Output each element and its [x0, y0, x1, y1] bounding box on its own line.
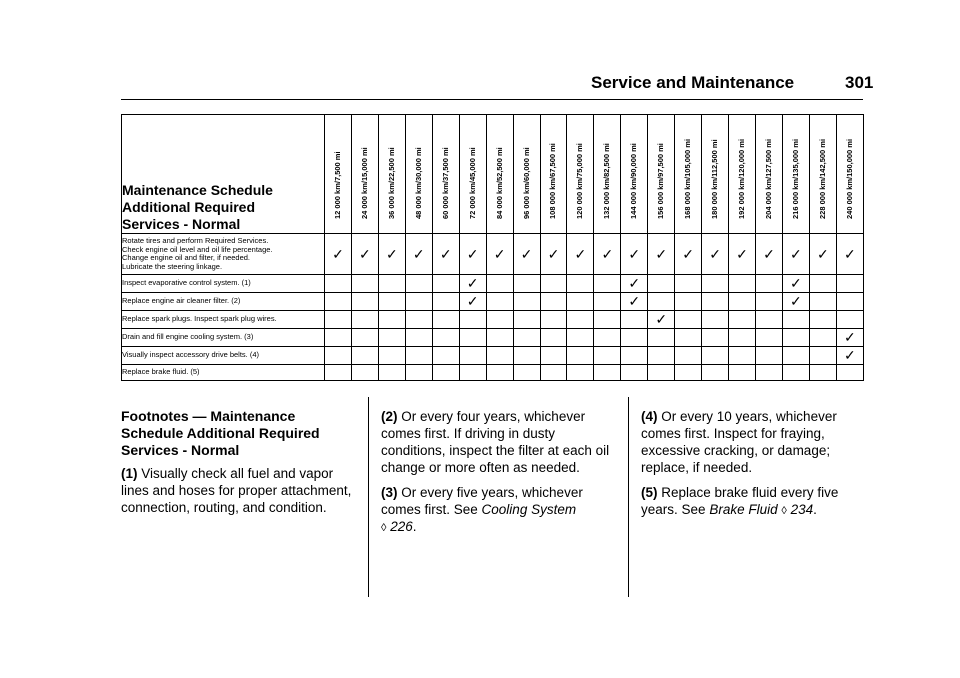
schedule-cell [378, 329, 405, 347]
schedule-cell [702, 347, 729, 365]
footnote-5 [641, 484, 863, 520]
page-reference[interactable]: 226 [390, 519, 413, 534]
schedule-cell [648, 311, 675, 329]
schedule-cell [351, 347, 378, 365]
schedule-cell [756, 275, 783, 293]
checkmark-icon: ✓ [628, 245, 641, 262]
schedule-cell [432, 275, 459, 293]
schedule-cell [351, 293, 378, 311]
page-reference[interactable]: 234 [790, 502, 814, 517]
schedule-cell [486, 365, 513, 381]
interval-header [648, 115, 675, 234]
schedule-cell [809, 365, 836, 381]
footnotes-heading [121, 408, 353, 459]
schedule-cell [702, 234, 729, 275]
schedule-cell [756, 234, 783, 275]
schedule-cell [513, 329, 540, 347]
task-line: Drain and fill engine cooling system. (3) [122, 332, 254, 342]
interval-header [378, 115, 405, 234]
task-line: Replace brake fluid. (5) [122, 367, 200, 377]
schedule-cell [540, 329, 567, 347]
interval-label: 84 000 km/52,500 mi [494, 147, 504, 219]
schedule-cell [405, 234, 432, 275]
schedule-cell [702, 365, 729, 381]
schedule-cell [675, 234, 702, 275]
schedule-cell [648, 293, 675, 311]
schedule-cell [459, 329, 486, 347]
schedule-cell [782, 365, 809, 381]
interval-label: 36 000 km/22,500 mi [386, 147, 396, 219]
schedule-cell [432, 293, 459, 311]
page-ref-icon: ◊ [781, 505, 787, 517]
interval-header [459, 115, 486, 234]
schedule-cell [378, 275, 405, 293]
footnotes-column-1 [121, 408, 353, 524]
schedule-cell [351, 275, 378, 293]
schedule-cell [432, 347, 459, 365]
table-row [122, 365, 864, 381]
checkmark-icon: ✓ [844, 329, 856, 345]
task-description [122, 275, 325, 293]
schedule-cell [648, 365, 675, 381]
task-line: Lubricate the steering linkage. [122, 261, 223, 271]
header-rule [121, 99, 863, 100]
schedule-cell [486, 275, 513, 293]
footnotes-heading-line: Footnotes — Maintenance [121, 408, 296, 424]
task-description [122, 347, 325, 365]
interval-label: 48 000 km/30,000 mi [413, 147, 423, 219]
table-header-row [122, 115, 864, 234]
interval-header [351, 115, 378, 234]
schedule-cell [594, 311, 621, 329]
schedule-cell [594, 293, 621, 311]
schedule-cell [513, 365, 540, 381]
interval-header [756, 115, 783, 234]
schedule-cell [756, 311, 783, 329]
schedule-title-line: Additional Required [122, 199, 255, 215]
table-row [122, 311, 864, 329]
task-line: Change engine oil and filter, if needed. [122, 253, 251, 262]
schedule-cell [432, 365, 459, 381]
schedule-cell [325, 329, 352, 347]
task-description [122, 293, 325, 311]
schedule-cell [621, 329, 648, 347]
schedule-cell [782, 329, 809, 347]
schedule-cell [378, 293, 405, 311]
schedule-cell [405, 275, 432, 293]
schedule-cell [567, 329, 594, 347]
interval-header [513, 115, 540, 234]
footnote-text: Or every four years, whichever comes first. If driving in dusty conditions, inspect the filter at each oil change or more often as needed. [381, 409, 610, 475]
schedule-title [122, 115, 325, 234]
checkmark-icon: ✓ [628, 275, 641, 291]
interval-label: 144 000 km/90,000 mi [629, 143, 639, 219]
table-row [122, 329, 864, 347]
footnote-3 [381, 484, 616, 537]
interval-header [675, 115, 702, 234]
checkmark-icon: ✓ [466, 245, 479, 262]
interval-header [729, 115, 756, 234]
schedule-cell [513, 311, 540, 329]
checkmark-icon: ✓ [385, 245, 398, 262]
checkmark-icon: ✓ [816, 245, 829, 262]
schedule-cell [405, 311, 432, 329]
checkmark-icon: ✓ [466, 293, 479, 309]
schedule-cell [540, 293, 567, 311]
checkmark-icon: ✓ [790, 245, 802, 262]
schedule-cell [567, 293, 594, 311]
schedule-cell [567, 234, 594, 275]
interval-label: 12 000 km/7,500 mi [332, 151, 342, 219]
footnotes-heading-line: Schedule Additional Required [121, 425, 320, 441]
schedule-cell [756, 329, 783, 347]
schedule-cell [540, 234, 567, 275]
schedule-cell [729, 275, 756, 293]
task-description [122, 329, 325, 347]
interval-label: 228 000 km/142,500 mi [817, 138, 827, 219]
task-description [122, 234, 325, 275]
schedule-cell [729, 311, 756, 329]
schedule-cell [513, 347, 540, 365]
schedule-cell [782, 347, 809, 365]
schedule-cell [836, 293, 863, 311]
checkmark-icon: ✓ [439, 245, 452, 262]
interval-label: 168 000 km/105,000 mi [683, 138, 693, 219]
footnote-number: (1) [121, 466, 138, 481]
schedule-cell [809, 293, 836, 311]
checkmark-icon: ✓ [332, 245, 344, 262]
footnote-2 [381, 408, 616, 476]
footnote-number: (2) [381, 409, 398, 424]
interval-header [540, 115, 567, 234]
schedule-cell [378, 311, 405, 329]
schedule-cell [432, 311, 459, 329]
maintenance-schedule-table [121, 114, 864, 381]
schedule-cell [836, 311, 863, 329]
schedule-cell [378, 234, 405, 275]
footnote-text: Or every five years, whichever comes first. See [381, 485, 583, 517]
schedule-cell [351, 311, 378, 329]
schedule-cell [486, 311, 513, 329]
checkmark-icon: ✓ [682, 245, 695, 262]
table-row [122, 234, 864, 275]
checkmark-icon: ✓ [412, 245, 425, 262]
footnote-end: . [412, 519, 417, 534]
schedule-cell [809, 329, 836, 347]
schedule-cell [378, 365, 405, 381]
table-row [122, 347, 864, 365]
task-line: Replace spark plugs. Inspect spark plug wires. [122, 314, 277, 324]
task-line: Replace engine air cleaner filter. (2) [122, 296, 241, 306]
schedule-cell [405, 365, 432, 381]
schedule-cell [648, 329, 675, 347]
schedule-cell [540, 347, 567, 365]
schedule-cell [675, 329, 702, 347]
schedule-cell [405, 347, 432, 365]
schedule-cell [756, 347, 783, 365]
schedule-cell [675, 347, 702, 365]
schedule-cell [325, 365, 352, 381]
interval-label: 24 000 km/15,000 mi [359, 147, 369, 219]
interval-label: 216 000 km/135,000 mi [790, 138, 800, 219]
schedule-cell [594, 234, 621, 275]
schedule-cell [836, 329, 863, 347]
schedule-cell [648, 234, 675, 275]
checkmark-icon: ✓ [844, 347, 856, 363]
task-line: Inspect evaporative control system. (1) [122, 278, 251, 288]
schedule-cell [594, 365, 621, 381]
schedule-cell [405, 293, 432, 311]
schedule-cell [756, 365, 783, 381]
schedule-cell [513, 275, 540, 293]
schedule-cell [729, 365, 756, 381]
schedule-cell [351, 365, 378, 381]
schedule-cell [567, 275, 594, 293]
schedule-cell [729, 293, 756, 311]
checkmark-icon: ✓ [520, 245, 533, 262]
footnote-number: (3) [381, 485, 398, 500]
interval-header [486, 115, 513, 234]
footnote-number: (4) [641, 409, 658, 424]
interval-label: 192 000 km/120,000 mi [737, 138, 747, 219]
interval-header [432, 115, 459, 234]
schedule-cell [594, 275, 621, 293]
schedule-cell [325, 275, 352, 293]
schedule-cell [675, 311, 702, 329]
schedule-cell [325, 311, 352, 329]
schedule-cell [513, 234, 540, 275]
footnote-4 [641, 408, 863, 476]
task-description [122, 365, 325, 381]
checkmark-icon: ✓ [359, 245, 371, 262]
footnote-number: (5) [641, 485, 658, 500]
schedule-cell [621, 234, 648, 275]
interval-header [782, 115, 809, 234]
footnotes-heading-line: Services - Normal [121, 442, 240, 458]
schedule-cell [729, 234, 756, 275]
schedule-cell [459, 311, 486, 329]
interval-header [621, 115, 648, 234]
schedule-cell [836, 234, 863, 275]
schedule-cell [621, 293, 648, 311]
interval-header [594, 115, 621, 234]
schedule-cell [351, 329, 378, 347]
interval-header [809, 115, 836, 234]
schedule-cell [459, 347, 486, 365]
schedule-cell [836, 275, 863, 293]
checkmark-icon: ✓ [763, 245, 775, 262]
schedule-cell [809, 311, 836, 329]
schedule-cell [729, 329, 756, 347]
interval-label: 156 000 km/97,500 mi [656, 143, 666, 219]
interval-label: 120 000 km/75,000 mi [575, 143, 585, 219]
page-number: 301 [845, 73, 874, 92]
checkmark-icon: ✓ [844, 245, 856, 262]
checkmark-icon: ✓ [655, 311, 668, 327]
footnotes-column-3 [641, 408, 863, 528]
schedule-title-line: Services - Normal [122, 216, 241, 232]
schedule-cell [432, 329, 459, 347]
schedule-cell [486, 329, 513, 347]
schedule-cell [836, 365, 863, 381]
section-title: Service and Maintenance [591, 73, 795, 92]
schedule-cell [702, 329, 729, 347]
checkmark-icon: ✓ [628, 293, 641, 309]
interval-header [836, 115, 863, 234]
schedule-cell [621, 347, 648, 365]
column-divider [368, 397, 369, 597]
schedule-cell [486, 293, 513, 311]
checkmark-icon: ✓ [790, 293, 802, 309]
task-line: Rotate tires and perform Required Services. [122, 236, 269, 245]
footnote-text: Visually check all fuel and vapor lines and hoses for proper attachment, connection, routing, and condition. [121, 466, 352, 515]
checkmark-icon: ✓ [736, 245, 748, 262]
schedule-cell [809, 347, 836, 365]
schedule-cell [809, 275, 836, 293]
interval-label: 132 000 km/82,500 mi [602, 143, 612, 219]
cross-reference-link[interactable]: Cooling System [481, 502, 577, 517]
schedule-cell [782, 234, 809, 275]
schedule-cell [621, 311, 648, 329]
checkmark-icon: ✓ [790, 275, 802, 291]
schedule-cell [540, 275, 567, 293]
schedule-cell [594, 329, 621, 347]
footnote-end: . [813, 502, 817, 517]
schedule-cell [782, 293, 809, 311]
checkmark-icon: ✓ [493, 245, 506, 262]
schedule-cell [540, 365, 567, 381]
schedule-cell [459, 275, 486, 293]
schedule-cell [486, 234, 513, 275]
checkmark-icon: ✓ [547, 245, 560, 262]
schedule-cell [567, 347, 594, 365]
schedule-cell [782, 311, 809, 329]
schedule-cell [325, 347, 352, 365]
footnote-text: Or every 10 years, whichever comes first. Inspect for fraying, excessive cracking, or damage; replace, if needed. [641, 409, 837, 475]
interval-header [702, 115, 729, 234]
schedule-cell [459, 293, 486, 311]
schedule-cell [702, 275, 729, 293]
interval-header [567, 115, 594, 234]
interval-header [325, 115, 352, 234]
interval-label: 96 000 km/60,000 mi [521, 147, 531, 219]
schedule-cell [459, 365, 486, 381]
schedule-cell [621, 365, 648, 381]
footnote-1 [121, 465, 353, 516]
schedule-cell [836, 347, 863, 365]
table-row [122, 275, 864, 293]
schedule-cell [567, 311, 594, 329]
interval-label: 60 000 km/37,500 mi [440, 147, 450, 219]
schedule-cell [540, 311, 567, 329]
checkmark-icon: ✓ [655, 245, 668, 262]
page-ref-icon: ◊ [381, 522, 387, 534]
interval-label: 240 000 km/150,000 mi [844, 138, 854, 219]
checkmark-icon: ✓ [574, 245, 587, 262]
interval-label: 72 000 km/45,000 mi [467, 147, 477, 219]
schedule-cell [378, 347, 405, 365]
schedule-cell [675, 275, 702, 293]
schedule-cell [432, 234, 459, 275]
cross-reference-link[interactable]: Brake Fluid [709, 502, 778, 517]
checkmark-icon: ✓ [601, 245, 614, 262]
schedule-cell [486, 347, 513, 365]
interval-label: 204 000 km/127,500 mi [763, 138, 773, 219]
schedule-cell [648, 275, 675, 293]
schedule-cell [702, 293, 729, 311]
schedule-cell [782, 275, 809, 293]
schedule-cell [729, 347, 756, 365]
table-body [122, 234, 864, 381]
column-divider [628, 397, 629, 597]
checkmark-icon: ✓ [709, 245, 721, 262]
schedule-cell [351, 234, 378, 275]
interval-header [405, 115, 432, 234]
interval-label: 108 000 km/67,500 mi [548, 143, 558, 219]
schedule-cell [675, 293, 702, 311]
task-line: Visually inspect accessory drive belts. (4) [122, 350, 259, 360]
checkmark-icon: ✓ [466, 275, 479, 291]
schedule-cell [702, 311, 729, 329]
footnote-text: Replace brake fluid every five years. See [641, 485, 839, 517]
schedule-cell [594, 347, 621, 365]
schedule-cell [325, 234, 352, 275]
interval-label: 180 000 km/112,500 mi [710, 139, 720, 219]
schedule-cell [756, 293, 783, 311]
table-row [122, 293, 864, 311]
schedule-cell [459, 234, 486, 275]
schedule-title-line: Maintenance Schedule [122, 182, 273, 198]
schedule-cell [325, 293, 352, 311]
schedule-cell [809, 234, 836, 275]
schedule-cell [513, 293, 540, 311]
schedule-cell [621, 275, 648, 293]
footnotes-column-2 [381, 408, 616, 545]
schedule-cell [648, 347, 675, 365]
schedule-cell [567, 365, 594, 381]
schedule-cell [675, 365, 702, 381]
schedule-cell [405, 329, 432, 347]
task-line: Check engine oil level and oil life percentage. [122, 244, 273, 254]
task-description [122, 311, 325, 329]
